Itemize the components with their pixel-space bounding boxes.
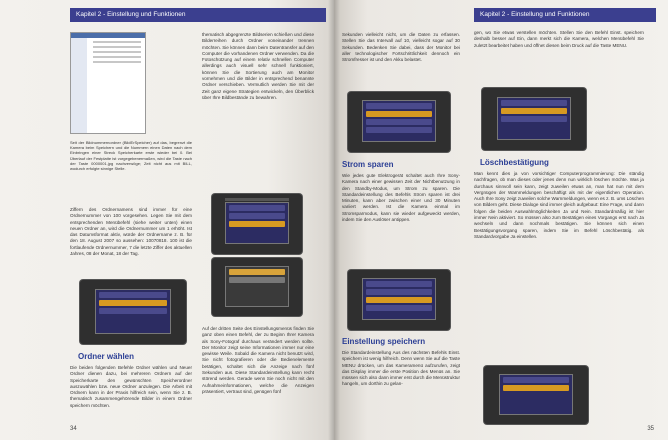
left-col2-top: thematisch abgegrenzte Bildserien schießen und diese Bilderreihen durch Ordner voneinander trennen möchten. Sie können dann beim Datentransfer auf den Computer die vorhandenen Ordner verwenden. Da die Fotoschützung auf einem relativ schnellen Computer allerdings auch visuell sehr schnell funktioniert, können Sie die Sortierung auch am Monitor vornehmen und die Bilder in entsprechend benannte Ordner verschieben. Vermutlich werden Sie mit der Zeit ganz eigene Strategien entwickeln, den Überblick über Ihre Bildbestände zu bewahren. [202,32,314,100]
heading-loeschbestaetigung: Löschbestätigung [480,158,549,167]
software-screenshot [70,32,146,134]
right-col1-top: Sekunden vielleicht nicht, um die Daten zu erfassen. Stellen Sie das Intervall auf 10, vielleicht sogar auf 30 Sekunden. Bedenken Sie dabei, dass der Monitor bei aller technologischer Fortschrittlichkeit dennoch ein Stromfresser ist und den Akku belastet. [342,32,460,63]
right-page [334,0,668,440]
camera-screen-einst [482,88,586,150]
heading-ordner-waehlen: Ordner wählen [78,352,135,361]
book-gutter [328,0,340,440]
camera-screen-strom [348,270,450,330]
page-number-left: 34 [70,426,77,432]
figure-caption: Seit der Bildnummernordner (BildErSpeicher) auf das, begrenzt die Kamera beim Speichern und die Nummern einen Daten nach dem Einbringen einer Streck Speicherkarte erste wieder bei 0. Bei Überlauf der Festplatte ist vorgegebenermaßen, wird die Taste nach der Taste 0000001.jpg nachverwöge; Zeit nicht aus mit BILL, wodurch erfolgte sinnige Stelle. [70,140,192,172]
camera-screen-ordner [80,280,186,344]
camera-screen-loesch [484,366,588,424]
right-header-bar: Kapitel 2 - Einstellung und Funktionen [474,8,656,22]
left-col2-bottom: Auf der dritten Seite des Einstellungsmenüs finden Sie ganz oben einen Befehl, der zu Beginn Ihrer Kamera als Sony-Fotograf durchaus verändert werden sollte. Der Monitor zeigt seine Informationen immer nur eine gewisse Weile. Sobald die Kamera nicht benutzt wird, Sie nicht fotografieren oder die Bedienelemente betätigen, schaltet sich die Anzeige nach fünf Sekunden aus. Diese Standardeinstellung kann recht störend werden. Gerade wenn Sie noch nicht mit den Aufnahmeinformationen, welche die Anzeigen präsentiert, vertraut sind, genügen fünf [202,326,314,394]
camera-screen-settings-1 [212,194,302,254]
right-col1-bottom: Die Standardeinstellung Aus des nächsten Befehls Einst. speichern ist wenig hilfreich. Denn wenn Sie auf die Taste MENU drücken, um das Kameramenü aufzurufen, zeigt das Display immer die erste Position des Menüs an. Sie müssen sich also dann immer erst durch die Menüstruktur hangeln, um dorthin zu gelan- [342,350,460,387]
left-col1-bottom: Die beiden folgenden Befehle Ordner wählen und Neuer Ordner dienen dazu, bei mehreren Ordnern auf der Speicherkarte den gewünschten Speicherordner auszuwählen bzw. neue Ordner anzulegen. Die Arbeit mit Ordnern kann in der Praxis hilfreich sein, wenn Sie z. B. thematisch zusammengehörende Bilder in einem Ordner speichern möchten. [70,365,192,408]
camera-screen-power [348,92,450,152]
page-number-right: 35 [647,426,654,432]
heading-strom-sparen: Strom sparen [342,160,394,169]
left-col1-text: Ziffern des Ordnernamens sind immer für eine Ordnernummer von 100 vorgesehen. Legen Sie mit dem entsprechenden Menübefehl (siehe weiter unten) einen neuen Ordner an, wird die Ordnernummer um 1 erhöht. Ist das Datumsformat aktiv, würde der Ordnername z. B. für den 18. August 2007 so aussehen: 10070818. 100 ist die fortlaufende Ordnernummer, 7 die letzte Ziffer des aktuellen Jahres, 08 der Monat, 18 der Tag. [70,207,192,257]
right-col2-mid: Man kennt dies ja von vorsichtiger Computerprogrammierung: Die ständig nachfragen, ob man dieses oder jenes denn nun wirklich löschen möchte. Was ja durchaus sinnvoll sein kann, zeigt zuweilen etwas an, man hat nun mit dem Vergnügen der Warnmeldungen beschäftigt als mit der eigentlichen Operation. Auch Ihre Sony zeigt zuweilen solche Warnmeldungen, wenn es z. B. ums Löschen von Bildern geht. Diese Dialoge sind immer gleich aufgebaut: Eine Frage, und dann folgen die beiden Auswahlmöglichkeiten Ja und Nein. Standardmäßig ist hier immer Nein aktiviert. So müssen also zum Bestätigen eines Vorgangs erst nach Ja wechseln und dann nochmals bestätigen. Sie können sich einen Bestätigungsvorgang sparen, indem Sie im Befehl Löschbestätig. als Standardvorgabe Ja einstellen. [474,171,644,239]
left-header-bar: Kapitel 2 - Einstellung und Funktionen [70,8,326,22]
right-col1-mid: Wie jedes gute Elektrogerät schaltet auch Ihre Sony-Kamera nach einer gewissen Zeit der Nichtbenutzung in den Standby-Modus, um Strom zu sparen. Die Standardeinstellung des Befehls Strom sparen ist drei Minuten, kann aber zwischen einer und 30 Minuten variiert werden. Ist die Kamera einmal im Stromsparmodus, kann sie wieder aufgeweckt werden, indem Sie den Auslöser antippen. [342,173,460,223]
right-col2-top: gen, wo Sie etwas verstellen möchten. Stellen Sie den Befehl Einst. speichern deshalb besser auf Ein, dann merkt sich die Kamera, welchen Menübefehl Sie zuletzt bearbeitet haben und öffnet diesen beim Druck auf die Taste MENU. [474,30,644,48]
camera-screen-settings-2 [212,258,302,316]
heading-einstellung-speichern: Einstellung speichern [342,337,426,346]
